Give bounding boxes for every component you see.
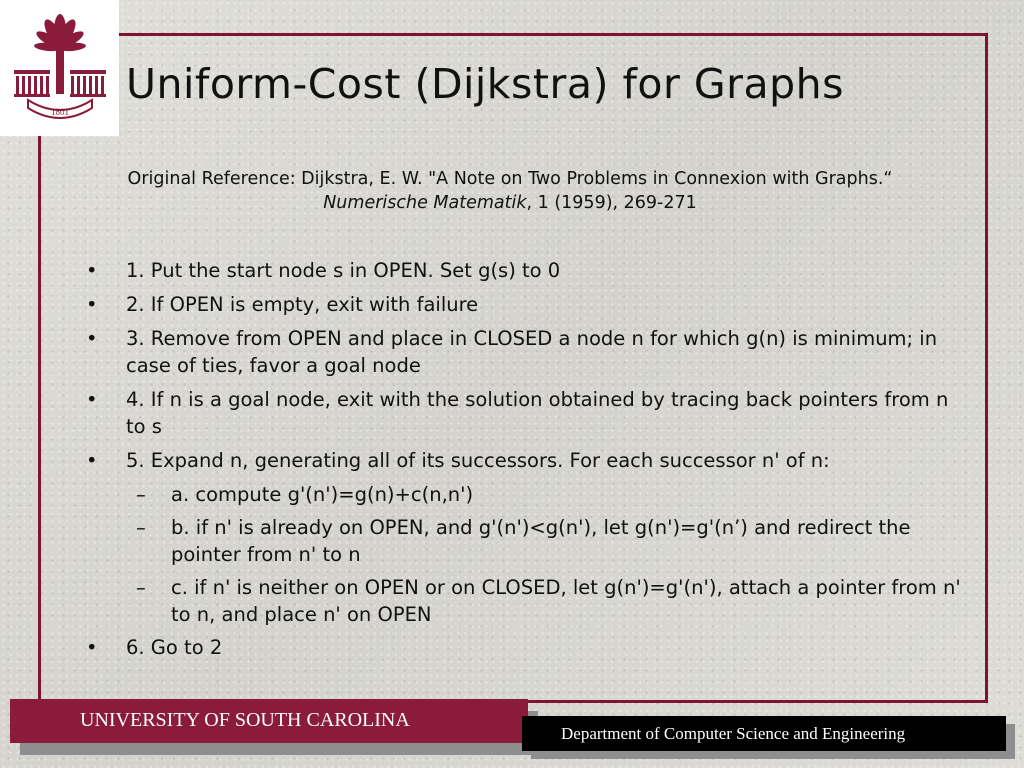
list-item — [84, 257, 964, 284]
dash-icon: – — [136, 576, 146, 599]
substep-text: b. if n' is already on OPEN, and g'(n')<g(n'), let g(n')=g'(n’) and redirect the pointer from n' to n — [171, 516, 911, 566]
algorithm-steps — [84, 257, 964, 668]
step-text: 3. Remove from OPEN and place in CLOSED a node n for which g(n) is minimum; in case of ties, favor a goal node — [126, 327, 938, 377]
slide-title: Uniform-Cost (Dijkstra) for Graphs — [126, 60, 845, 108]
substep-text: a. compute g'(n')=g(n)+c(n,n') — [171, 483, 474, 506]
bullet-icon: • — [86, 259, 98, 282]
logo-container — [0, 0, 119, 136]
reference-journal: Numerische Matematik — [323, 193, 527, 213]
reference-prefix: Original Reference: Dijkstra, E. W. "A Note on Two Problems in Connexion with Graphs.“ — [127, 169, 893, 189]
step-text: 1. Put the start node s in OPEN. Set g(s) to 0 — [126, 259, 561, 282]
list-item — [84, 325, 964, 379]
logo-year: 1801 — [51, 107, 69, 117]
department-banner — [522, 716, 1006, 751]
bullet-icon: • — [86, 327, 98, 350]
sub-list-item — [84, 481, 964, 508]
reference-citation — [100, 167, 920, 215]
step-text: 6. Go to 2 — [126, 636, 223, 659]
bullet-icon: • — [86, 388, 98, 411]
bullet-icon: • — [86, 293, 98, 316]
university-palmetto-logo-icon — [8, 8, 112, 128]
step-text: 5. Expand n, generating all of its successors. For each successor n' of n: — [126, 449, 830, 472]
substep-text: c. if n' is neither on OPEN or on CLOSED, let g(n')=g'(n'), attach a pointer from n' to n, and place n' on OPEN — [171, 576, 961, 626]
sub-list-item — [84, 574, 964, 628]
list-item — [84, 447, 964, 474]
university-banner — [10, 699, 528, 743]
university-name: UNIVERSITY OF SOUTH CAROLINA — [80, 709, 410, 731]
bullet-icon: • — [86, 636, 98, 659]
bullet-icon: • — [86, 449, 98, 472]
dash-icon: – — [136, 483, 146, 506]
step-text: 2. If OPEN is empty, exit with failure — [126, 293, 479, 316]
list-item — [84, 386, 964, 440]
dash-icon: – — [136, 516, 146, 539]
step-text: 4. If n is a goal node, exit with the solution obtained by tracing back pointers from n to s — [126, 388, 949, 438]
reference-suffix: , 1 (1959), 269-271 — [526, 193, 697, 213]
list-item — [84, 634, 964, 661]
list-item — [84, 291, 964, 318]
department-name: Department of Computer Science and Engineering — [561, 724, 906, 743]
sub-list-item — [84, 514, 964, 568]
